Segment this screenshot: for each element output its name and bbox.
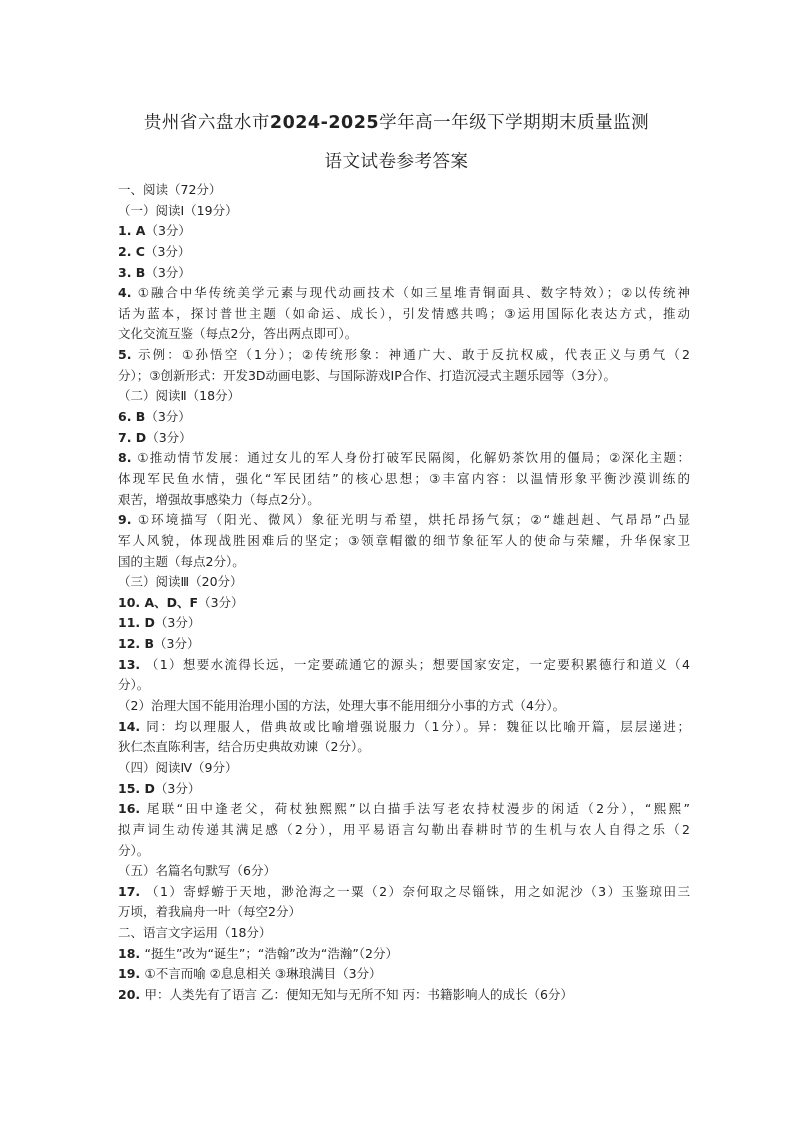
answer-line (118, 324, 690, 345)
question-number: 11. D (118, 615, 155, 631)
question-number: 17. (118, 883, 146, 899)
answer-line (118, 861, 690, 882)
answer-text: 国的主题（每点2分）。 (118, 553, 245, 569)
answer-text: ①推动情节发展：通过女儿的军人身份打破军民隔阂，化解奶茶饮用的僵局；②深化主题： (137, 450, 690, 466)
document-subtitle: 语文试卷参考答案 (324, 152, 469, 172)
question-number: 15. D (118, 780, 155, 796)
answer-text: （1）寄蜉蝣于天地，渺沧海之一粟（2）奈何取之尽锱铢，用之如泥沙（3）玉鉴琼田三 (145, 883, 690, 899)
answer-line (118, 882, 690, 903)
answer-line (118, 841, 690, 862)
answer-text: 分）。 (118, 842, 150, 858)
answer-line (118, 180, 690, 201)
answer-text: 军人风貌，体现战胜困难后的坚定；③领章帽徽的细节象征军人的使命与荣耀，升华保家卫 (118, 532, 690, 548)
answer-text: 甲：人类先有了语言 乙：便知无知与无所不知 丙：书籍影响人的成长（6分） (144, 986, 573, 1002)
answer-text: （二）阅读Ⅱ（18分） (118, 388, 241, 404)
answer-line (118, 964, 690, 985)
answer-line (118, 820, 690, 841)
answer-line (118, 737, 690, 758)
answer-text: （三）阅读Ⅲ（20分） (118, 574, 243, 590)
answer-text: （3分） (146, 429, 192, 445)
answer-line (118, 304, 690, 325)
question-number: 9. (118, 512, 138, 528)
answer-text: （3分） (198, 594, 244, 610)
answer-text: 万顷，着我扁舟一叶（每空2分） (118, 904, 301, 920)
answer-text: 分）；③创新形式：开发3D动画电影、与国际游戏IP合作、打造沉浸式主题乐园等（3分）。 (118, 367, 616, 383)
answer-text: （3分） (154, 636, 200, 652)
question-number: 5. (118, 347, 138, 363)
answer-line (118, 779, 690, 800)
answer-line (118, 902, 690, 923)
answer-text: 体现军民鱼水情，强化“军民团结”的核心思想；③丰富内容：以温情形象平衡沙漠训练的 (118, 470, 690, 486)
answer-line (118, 283, 690, 304)
answer-text: 示例：①孙悟空（1分）；②传统形象：神通广大、敢于反抗权威，代表正义与勇气（2 (137, 347, 690, 363)
answer-text: （3分） (145, 264, 191, 280)
answer-text: 二、语言文字运用（18分） (118, 925, 272, 941)
answer-line (118, 510, 690, 531)
answer-line (118, 593, 690, 614)
answer-line (118, 490, 690, 511)
answer-line (118, 613, 690, 634)
answer-line (118, 655, 690, 676)
question-number: 8. (118, 450, 138, 466)
question-number: 16. (118, 801, 147, 817)
question-number: 20. (118, 986, 145, 1002)
answer-line (118, 696, 690, 717)
answer-line (118, 242, 690, 263)
question-number: 13. (118, 656, 146, 672)
question-number: 12. B (118, 636, 155, 652)
answer-text: （3分） (154, 780, 201, 796)
question-number: 19. (118, 966, 145, 982)
answer-text: ①不言而喻 ②息息相关 ③琳琅满目（3分） (144, 966, 382, 982)
answer-line (118, 345, 690, 366)
answer-line (118, 221, 690, 242)
answer-line (118, 263, 690, 284)
answer-line (118, 448, 690, 469)
answer-line (118, 923, 690, 944)
answer-text: （3分） (144, 243, 191, 259)
answer-text: （3分） (154, 615, 201, 631)
answer-text: （四）阅读Ⅳ（9分） (118, 759, 238, 775)
question-number: 3. B (118, 264, 146, 280)
answer-text: ①融合中华传统美学元素与现代动画技术（如三星堆青铜面具、数字特效）；②以传统神 (137, 285, 690, 301)
title-suffix: 学年高一年级下学期期末质量监测 (379, 113, 650, 133)
answer-line (118, 717, 690, 738)
answer-text: 同：均以理服人，借典故或比喻增强说服力（1分）。异：魏征以比喻开篇，层层递进； (146, 718, 690, 734)
answer-text: （1）想要水流得长远，一定要疏通它的源头；想要国家安定，一定要积累德行和道义（4 (145, 656, 690, 672)
answer-line (118, 386, 690, 407)
answer-text: 尾联“田中逢老父，荷杖独熙熙”以白描手法写老农持杖漫步的闲适（2分），“熙熙” (146, 801, 690, 817)
answer-line (118, 366, 690, 387)
answer-line (118, 675, 690, 696)
question-number: 6. B (118, 409, 146, 425)
document-title (0, 109, 793, 134)
answer-line (118, 201, 690, 222)
answer-text: 一、阅读（72分） (118, 182, 222, 197)
answer-text: （一）阅读Ⅰ（19分） (118, 202, 238, 218)
question-number: 4. (118, 285, 138, 301)
answer-line (118, 531, 690, 552)
answer-text: ①环境描写（阳光、微风）象征光明与希望，烘托昂扬气氛；②“雄赳赳、气昂昂”凸显 (137, 512, 690, 528)
question-number: 10. A、D、F (118, 594, 199, 610)
answer-text: 话为蓝本，探讨普世主题（如命运、成长），引发情感共鸣；③运用国际化表达方式，推动 (118, 305, 690, 321)
answer-line (118, 799, 690, 820)
answer-list (118, 180, 690, 1006)
answer-line (118, 469, 690, 490)
answer-text: “挺生”改为“诞生”；“浩翰”改为“浩瀚”（2分） (144, 945, 399, 961)
answer-line (118, 428, 690, 449)
answer-text: 分）。 (118, 677, 150, 693)
question-number: 7. D (118, 429, 147, 445)
answer-line (118, 634, 690, 655)
answer-text: 艰苦，增强故事感染力（每点2分）。 (118, 491, 320, 507)
answer-line (118, 552, 690, 573)
title-prefix: 贵州省六盘水市 (143, 113, 270, 133)
question-number: 18. (118, 945, 145, 961)
answer-line (118, 985, 690, 1006)
answer-text: 文化交流互鉴（每点2分，答出两点即可）。 (118, 326, 358, 342)
answer-text: （五）名篇名句默写（6分） (118, 863, 276, 879)
answer-text: （3分） (145, 223, 191, 239)
answer-line (118, 572, 690, 593)
answer-line (118, 758, 690, 779)
question-number: 14. (118, 718, 147, 734)
question-number: 2. C (118, 243, 145, 259)
title-year: 2024-2025 (269, 113, 380, 133)
answer-line (118, 944, 690, 965)
answer-text: （3分） (145, 409, 191, 425)
answer-text: 拟声词生动传递其满足感（2分），用平易语言勾勒出春耕时节的生机与农人自得之乐（2 (118, 821, 690, 837)
answer-line (118, 407, 690, 428)
answer-text: 狄仁杰直陈利害，结合历史典故劝谏（2分）。 (118, 739, 370, 755)
question-number: 1. A (118, 223, 146, 239)
answer-text: （2）治理大国不能用治理小国的方法，处理大事不能用细分小事的方式（4分）。 (118, 698, 566, 714)
